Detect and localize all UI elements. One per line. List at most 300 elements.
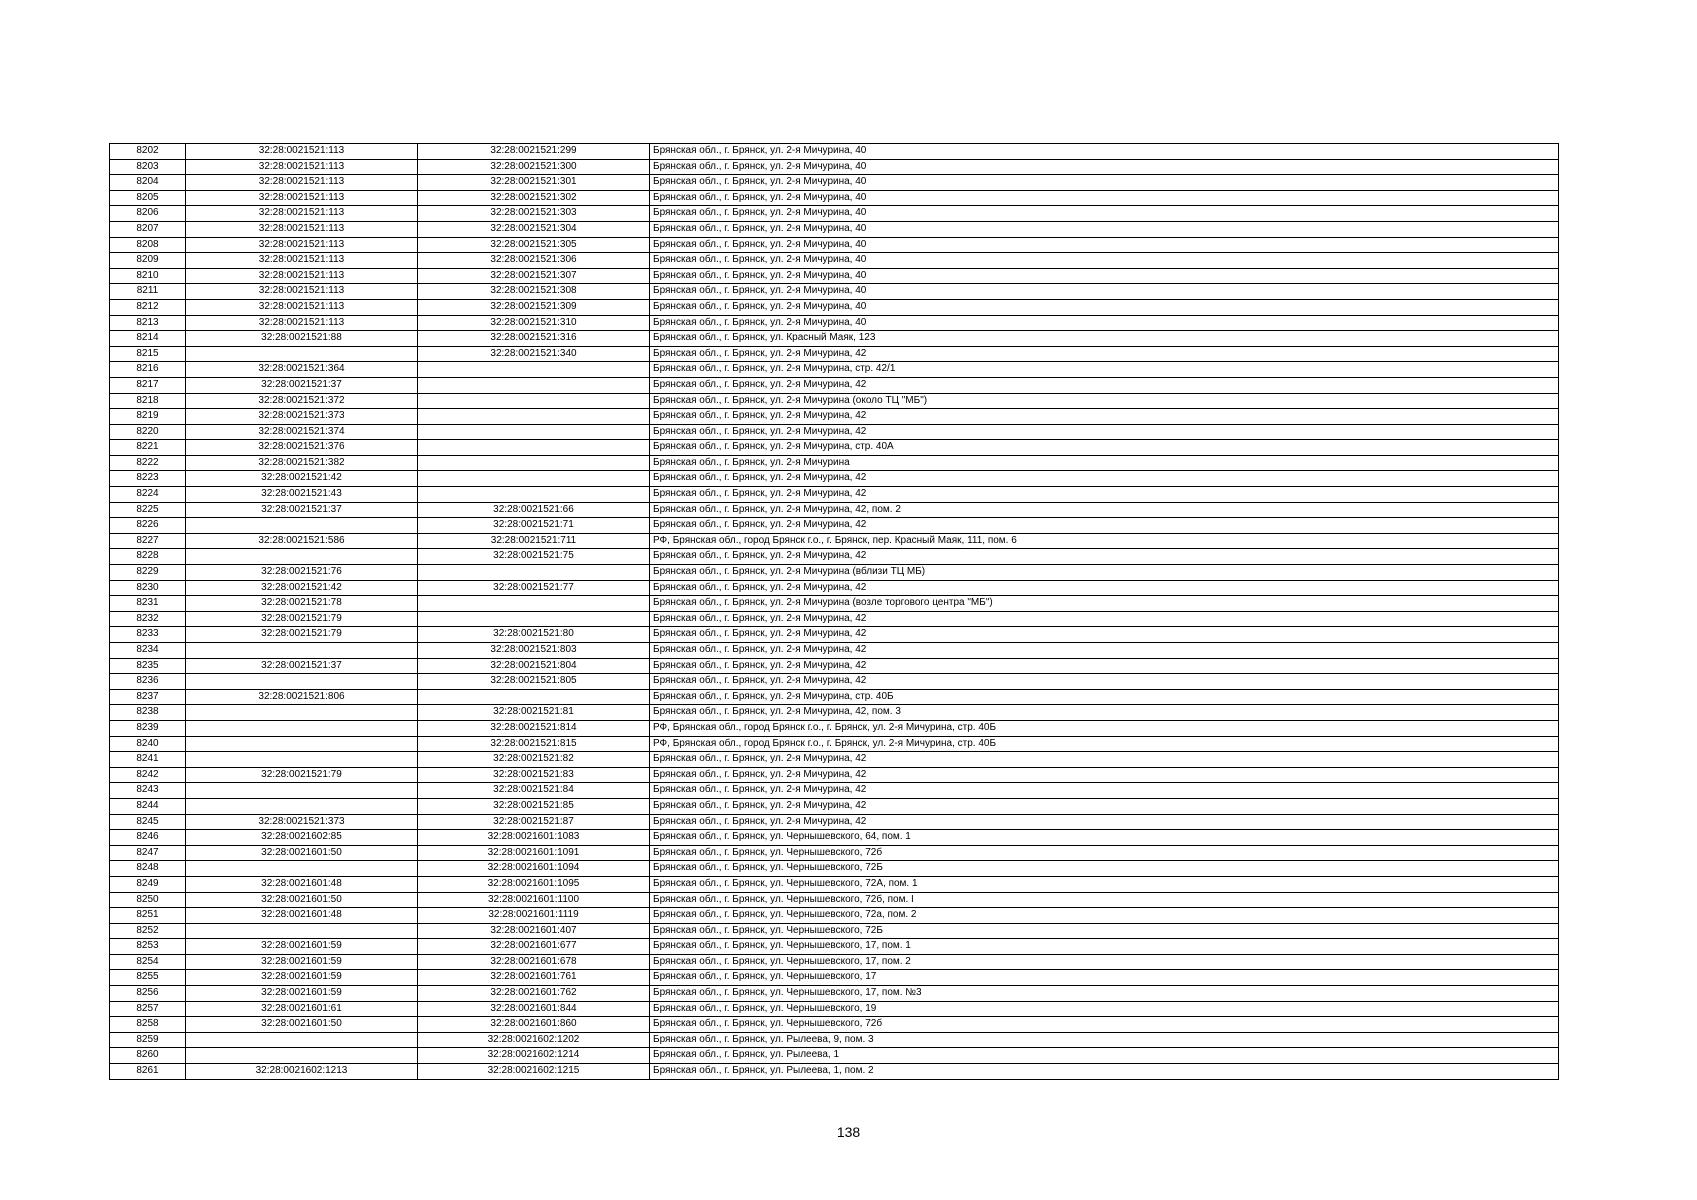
table-row [110, 455, 1559, 471]
object-number-cell [418, 362, 650, 378]
address-cell: Брянская обл., г. Брянск, ул. 2-я Мичурина, 42 [650, 658, 1559, 674]
row-number-cell: 8203 [110, 159, 186, 175]
parcel-number-cell: 32:28:0021601:48 [186, 876, 418, 892]
row-number-cell: 8251 [110, 908, 186, 924]
address-cell: Брянская обл., г. Брянск, ул. 2-я Мичурина, 42, пом. 3 [650, 705, 1559, 721]
row-number-cell: 8241 [110, 752, 186, 768]
address-cell: Брянская обл., г. Брянск, ул. 2-я Мичурина, 40 [650, 159, 1559, 175]
row-number-cell: 8236 [110, 674, 186, 690]
object-number-cell: 32:28:0021602:1202 [418, 1032, 650, 1048]
table-row [110, 253, 1559, 269]
row-number-cell: 8259 [110, 1032, 186, 1048]
parcel-number-cell: 32:28:0021521:88 [186, 331, 418, 347]
parcel-number-cell: 32:28:0021521:37 [186, 377, 418, 393]
table-row [110, 190, 1559, 206]
table-row [110, 861, 1559, 877]
table-row [110, 549, 1559, 565]
object-number-cell: 32:28:0021601:1095 [418, 876, 650, 892]
table-row [110, 346, 1559, 362]
row-number-cell: 8245 [110, 814, 186, 830]
address-cell: Брянская обл., г. Брянск, ул. Чернышевского, 17 [650, 970, 1559, 986]
address-cell: Брянская обл., г. Брянск, ул. 2-я Мичурина, 42 [650, 377, 1559, 393]
parcel-number-cell: 32:28:0021602:85 [186, 830, 418, 846]
table-row [110, 596, 1559, 612]
parcel-number-cell: 32:28:0021601:59 [186, 986, 418, 1002]
object-number-cell: 32:28:0021601:407 [418, 923, 650, 939]
object-number-cell: 32:28:0021521:305 [418, 237, 650, 253]
object-number-cell: 32:28:0021521:308 [418, 284, 650, 300]
table-row [110, 518, 1559, 534]
object-number-cell [418, 596, 650, 612]
row-number-cell: 8220 [110, 424, 186, 440]
row-number-cell: 8222 [110, 455, 186, 471]
parcel-number-cell: 32:28:0021521:76 [186, 565, 418, 581]
row-number-cell: 8211 [110, 284, 186, 300]
address-cell: Брянская обл., г. Брянск, ул. 2-я Мичурина, 40 [650, 144, 1559, 160]
address-cell: Брянская обл., г. Брянск, ул. 2-я Мичурина, стр. 42/1 [650, 362, 1559, 378]
address-cell: Брянская обл., г. Брянск, ул. 2-я Мичурина, 42 [650, 409, 1559, 425]
object-number-cell: 32:28:0021521:81 [418, 705, 650, 721]
row-number-cell: 8252 [110, 923, 186, 939]
address-cell: Брянская обл., г. Брянск, ул. Рылеева, 1 [650, 1048, 1559, 1064]
object-number-cell [418, 689, 650, 705]
table-row [110, 284, 1559, 300]
table-row [110, 299, 1559, 315]
row-number-cell: 8258 [110, 1017, 186, 1033]
parcel-number-cell: 32:28:0021601:59 [186, 970, 418, 986]
row-number-cell: 8257 [110, 1001, 186, 1017]
parcel-number-cell: 32:28:0021521:113 [186, 175, 418, 191]
object-number-cell: 32:28:0021521:309 [418, 299, 650, 315]
address-cell: Брянская обл., г. Брянск, ул. 2-я Мичурина, 42 [650, 471, 1559, 487]
row-number-cell: 8213 [110, 315, 186, 331]
object-number-cell: 32:28:0021601:678 [418, 954, 650, 970]
row-number-cell: 8217 [110, 377, 186, 393]
object-number-cell: 32:28:0021521:815 [418, 736, 650, 752]
object-number-cell: 32:28:0021601:1119 [418, 908, 650, 924]
parcel-number-cell: 32:28:0021521:806 [186, 689, 418, 705]
object-number-cell: 32:28:0021521:302 [418, 190, 650, 206]
object-number-cell [418, 487, 650, 503]
object-number-cell: 32:28:0021521:304 [418, 221, 650, 237]
parcel-number-cell: 32:28:0021521:113 [186, 299, 418, 315]
address-cell: Брянская обл., г. Брянск, ул. 2-я Мичурина, 42, пом. 2 [650, 502, 1559, 518]
object-number-cell: 32:28:0021521:83 [418, 767, 650, 783]
address-cell: Брянская обл., г. Брянск, ул. 2-я Мичурина, 42 [650, 424, 1559, 440]
parcel-number-cell [186, 1048, 418, 1064]
object-number-cell: 32:28:0021521:299 [418, 144, 650, 160]
parcel-number-cell: 32:28:0021521:42 [186, 471, 418, 487]
row-number-cell: 8210 [110, 268, 186, 284]
table-row [110, 830, 1559, 846]
row-number-cell: 8256 [110, 986, 186, 1002]
address-cell: Брянская обл., г. Брянск, ул. 2-я Мичурина, 42 [650, 611, 1559, 627]
object-number-cell: 32:28:0021521:301 [418, 175, 650, 191]
parcel-number-cell [186, 923, 418, 939]
object-number-cell: 32:28:0021521:75 [418, 549, 650, 565]
row-number-cell: 8202 [110, 144, 186, 160]
parcel-number-cell: 32:28:0021521:586 [186, 533, 418, 549]
parcel-number-cell: 32:28:0021521:79 [186, 611, 418, 627]
parcel-number-cell: 32:28:0021521:43 [186, 487, 418, 503]
parcel-number-cell: 32:28:0021601:59 [186, 939, 418, 955]
address-cell: Брянская обл., г. Брянск, ул. 2-я Мичурина, 40 [650, 175, 1559, 191]
table-row [110, 798, 1559, 814]
parcel-number-cell: 32:28:0021521:373 [186, 409, 418, 425]
object-number-cell: 32:28:0021521:82 [418, 752, 650, 768]
row-number-cell: 8219 [110, 409, 186, 425]
parcel-number-cell [186, 346, 418, 362]
table-row [110, 362, 1559, 378]
object-number-cell: 32:28:0021521:85 [418, 798, 650, 814]
row-number-cell: 8223 [110, 471, 186, 487]
table-row [110, 268, 1559, 284]
table-row [110, 627, 1559, 643]
row-number-cell: 8214 [110, 331, 186, 347]
address-cell: Брянская обл., г. Брянск, ул. 2-я Мичурина, 40 [650, 315, 1559, 331]
parcel-number-cell [186, 798, 418, 814]
parcel-number-cell: 32:28:0021601:48 [186, 908, 418, 924]
table-row [110, 643, 1559, 659]
page-number: 138 [836, 1124, 861, 1140]
object-number-cell: 32:28:0021602:1215 [418, 1064, 650, 1080]
address-cell: Брянская обл., г. Брянск, ул. 2-я Мичурина [650, 455, 1559, 471]
row-number-cell: 8212 [110, 299, 186, 315]
parcel-number-cell: 32:28:0021521:37 [186, 658, 418, 674]
object-number-cell: 32:28:0021521:711 [418, 533, 650, 549]
row-number-cell: 8253 [110, 939, 186, 955]
row-number-cell: 8230 [110, 580, 186, 596]
table-row [110, 1017, 1559, 1033]
parcel-number-cell: 32:28:0021601:50 [186, 1017, 418, 1033]
parcel-number-cell [186, 736, 418, 752]
parcel-number-cell: 32:28:0021601:61 [186, 1001, 418, 1017]
object-number-cell [418, 424, 650, 440]
address-cell: Брянская обл., г. Брянск, ул. 2-я Мичурина, 40 [650, 237, 1559, 253]
row-number-cell: 8209 [110, 253, 186, 269]
parcel-number-cell: 32:28:0021521:113 [186, 315, 418, 331]
address-cell: Брянская обл., г. Брянск, ул. 2-я Мичурина, 42 [650, 580, 1559, 596]
object-number-cell [418, 471, 650, 487]
object-number-cell: 32:28:0021521:84 [418, 783, 650, 799]
table-row [110, 1032, 1559, 1048]
table-row [110, 939, 1559, 955]
object-number-cell: 32:28:0021601:762 [418, 986, 650, 1002]
table-row [110, 705, 1559, 721]
row-number-cell: 8246 [110, 830, 186, 846]
row-number-cell: 8226 [110, 518, 186, 534]
object-number-cell: 32:28:0021601:844 [418, 1001, 650, 1017]
row-number-cell: 8260 [110, 1048, 186, 1064]
row-number-cell: 8244 [110, 798, 186, 814]
table-row [110, 845, 1559, 861]
row-number-cell: 8218 [110, 393, 186, 409]
object-number-cell: 32:28:0021521:71 [418, 518, 650, 534]
table-row [110, 393, 1559, 409]
address-cell: Брянская обл., г. Брянск, ул. Чернышевского, 72А, пом. 1 [650, 876, 1559, 892]
object-number-cell: 32:28:0021521:340 [418, 346, 650, 362]
table-row [110, 923, 1559, 939]
parcel-number-cell: 32:28:0021521:113 [186, 190, 418, 206]
parcel-number-cell: 32:28:0021521:113 [186, 144, 418, 160]
row-number-cell: 8254 [110, 954, 186, 970]
table-row [110, 767, 1559, 783]
address-cell: Брянская обл., г. Брянск, ул. 2-я Мичурина, стр. 40Б [650, 689, 1559, 705]
object-number-cell: 32:28:0021521:803 [418, 643, 650, 659]
parcel-number-cell: 32:28:0021521:364 [186, 362, 418, 378]
row-number-cell: 8228 [110, 549, 186, 565]
address-cell: Брянская обл., г. Брянск, ул. Чернышевского, 64, пом. 1 [650, 830, 1559, 846]
address-cell: Брянская обл., г. Брянск, ул. 2-я Мичурина, 42 [650, 674, 1559, 690]
parcel-number-cell: 32:28:0021521:374 [186, 424, 418, 440]
object-number-cell: 32:28:0021521:303 [418, 206, 650, 222]
row-number-cell: 8233 [110, 627, 186, 643]
parcel-number-cell: 32:28:0021521:113 [186, 253, 418, 269]
row-number-cell: 8208 [110, 237, 186, 253]
table-row [110, 736, 1559, 752]
table-row [110, 424, 1559, 440]
object-number-cell [418, 611, 650, 627]
object-number-cell: 32:28:0021521:80 [418, 627, 650, 643]
object-number-cell: 32:28:0021521:87 [418, 814, 650, 830]
object-number-cell: 32:28:0021521:306 [418, 253, 650, 269]
address-cell: Брянская обл., г. Брянск, ул. Чернышевского, 72б, пом. I [650, 892, 1559, 908]
address-cell: РФ, Брянская обл., город Брянск г.о., г. Брянск, пер. Красный Маяк, 111, пом. 6 [650, 533, 1559, 549]
address-cell: Брянская обл., г. Брянск, ул. Рылеева, 1, пом. 2 [650, 1064, 1559, 1080]
table-row [110, 658, 1559, 674]
parcel-number-cell: 32:28:0021521:113 [186, 284, 418, 300]
row-number-cell: 8249 [110, 876, 186, 892]
address-cell: Брянская обл., г. Брянск, ул. 2-я Мичурина (возле торгового центра "МБ") [650, 596, 1559, 612]
address-cell: Брянская обл., г. Брянск, ул. Чернышевского, 72б [650, 845, 1559, 861]
address-cell: Брянская обл., г. Брянск, ул. 2-я Мичурина, стр. 40А [650, 440, 1559, 456]
table-row [110, 720, 1559, 736]
table-row [110, 409, 1559, 425]
row-number-cell: 8238 [110, 705, 186, 721]
address-cell: Брянская обл., г. Брянск, ул. 2-я Мичурина, 42 [650, 814, 1559, 830]
row-number-cell: 8221 [110, 440, 186, 456]
object-number-cell: 32:28:0021521:814 [418, 720, 650, 736]
table-row [110, 144, 1559, 160]
object-number-cell: 32:28:0021521:805 [418, 674, 650, 690]
table-row [110, 331, 1559, 347]
table-row [110, 206, 1559, 222]
table-row [110, 611, 1559, 627]
parcel-number-cell: 32:28:0021521:382 [186, 455, 418, 471]
object-number-cell: 32:28:0021601:860 [418, 1017, 650, 1033]
parcel-number-cell: 32:28:0021521:372 [186, 393, 418, 409]
row-number-cell: 8232 [110, 611, 186, 627]
object-number-cell: 32:28:0021601:1094 [418, 861, 650, 877]
address-cell: Брянская обл., г. Брянск, ул. Рылеева, 9, пом. 3 [650, 1032, 1559, 1048]
address-cell: РФ, Брянская обл., город Брянск г.о., г. Брянск, ул. 2-я Мичурина, стр. 40Б [650, 736, 1559, 752]
parcel-number-cell: 32:28:0021521:113 [186, 206, 418, 222]
parcel-number-cell: 32:28:0021521:113 [186, 268, 418, 284]
address-cell: Брянская обл., г. Брянск, ул. 2-я Мичурина, 40 [650, 190, 1559, 206]
table-row [110, 175, 1559, 191]
table-row [110, 892, 1559, 908]
object-number-cell [418, 409, 650, 425]
parcel-number-cell: 32:28:0021601:59 [186, 954, 418, 970]
parcel-number-cell [186, 643, 418, 659]
row-number-cell: 8247 [110, 845, 186, 861]
address-cell: РФ, Брянская обл., город Брянск г.о., г. Брянск, ул. 2-я Мичурина, стр. 40Б [650, 720, 1559, 736]
object-number-cell: 32:28:0021521:77 [418, 580, 650, 596]
registry-table-body [110, 144, 1559, 1080]
parcel-number-cell: 32:28:0021521:376 [186, 440, 418, 456]
address-cell: Брянская обл., г. Брянск, ул. Чернышевского, 72Б [650, 861, 1559, 877]
table-row [110, 565, 1559, 581]
table-row [110, 533, 1559, 549]
table-row [110, 377, 1559, 393]
row-number-cell: 8215 [110, 346, 186, 362]
table-row [110, 159, 1559, 175]
table-row [110, 986, 1559, 1002]
row-number-cell: 8225 [110, 502, 186, 518]
table-row [110, 1064, 1559, 1080]
parcel-number-cell: 32:28:0021521:113 [186, 159, 418, 175]
address-cell: Брянская обл., г. Брянск, ул. 2-я Мичурина, 40 [650, 299, 1559, 315]
table-row [110, 954, 1559, 970]
registry-table [109, 143, 1559, 1080]
parcel-number-cell [186, 720, 418, 736]
address-cell: Брянская обл., г. Брянск, ул. 2-я Мичурина, 42 [650, 518, 1559, 534]
address-cell: Брянская обл., г. Брянск, ул. 2-я Мичурина, 40 [650, 268, 1559, 284]
row-number-cell: 8231 [110, 596, 186, 612]
parcel-number-cell [186, 674, 418, 690]
row-number-cell: 8237 [110, 689, 186, 705]
row-number-cell: 8243 [110, 783, 186, 799]
parcel-number-cell: 32:28:0021602:1213 [186, 1064, 418, 1080]
table-row [110, 471, 1559, 487]
table-row [110, 1048, 1559, 1064]
address-cell: Брянская обл., г. Брянск, ул. Чернышевского, 72б [650, 1017, 1559, 1033]
parcel-number-cell [186, 783, 418, 799]
table-row [110, 908, 1559, 924]
address-cell: Брянская обл., г. Брянск, ул. 2-я Мичурина, 42 [650, 346, 1559, 362]
row-number-cell: 8224 [110, 487, 186, 503]
address-cell: Брянская обл., г. Брянск, ул. 2-я Мичурина, 42 [650, 487, 1559, 503]
address-cell: Брянская обл., г. Брянск, ул. 2-я Мичурина, 40 [650, 221, 1559, 237]
parcel-number-cell [186, 705, 418, 721]
address-cell: Брянская обл., г. Брянск, ул. Чернышевского, 19 [650, 1001, 1559, 1017]
row-number-cell: 8250 [110, 892, 186, 908]
row-number-cell: 8242 [110, 767, 186, 783]
object-number-cell: 32:28:0021521:804 [418, 658, 650, 674]
address-cell: Брянская обл., г. Брянск, ул. Красный Маяк, 123 [650, 331, 1559, 347]
object-number-cell: 32:28:0021521:66 [418, 502, 650, 518]
row-number-cell: 8216 [110, 362, 186, 378]
table-row [110, 502, 1559, 518]
object-number-cell [418, 440, 650, 456]
row-number-cell: 8207 [110, 221, 186, 237]
object-number-cell [418, 565, 650, 581]
address-cell: Брянская обл., г. Брянск, ул. 2-я Мичурина, 42 [650, 752, 1559, 768]
address-cell: Брянская обл., г. Брянск, ул. 2-я Мичурина (около ТЦ "МБ") [650, 393, 1559, 409]
address-cell: Брянская обл., г. Брянск, ул. 2-я Мичурина (вблизи ТЦ МБ) [650, 565, 1559, 581]
parcel-number-cell: 32:28:0021521:113 [186, 237, 418, 253]
address-cell: Брянская обл., г. Брянск, ул. Чернышевского, 72Б [650, 923, 1559, 939]
row-number-cell: 8255 [110, 970, 186, 986]
parcel-number-cell: 32:28:0021521:79 [186, 627, 418, 643]
object-number-cell [418, 377, 650, 393]
table-row [110, 674, 1559, 690]
table-row [110, 1001, 1559, 1017]
table-row [110, 580, 1559, 596]
table-row [110, 440, 1559, 456]
parcel-number-cell: 32:28:0021521:79 [186, 767, 418, 783]
object-number-cell: 32:28:0021601:1083 [418, 830, 650, 846]
object-number-cell: 32:28:0021602:1214 [418, 1048, 650, 1064]
address-cell: Брянская обл., г. Брянск, ул. 2-я Мичурина, 40 [650, 206, 1559, 222]
object-number-cell: 32:28:0021521:316 [418, 331, 650, 347]
table-row [110, 876, 1559, 892]
parcel-number-cell: 32:28:0021601:50 [186, 892, 418, 908]
address-cell: Брянская обл., г. Брянск, ул. 2-я Мичурина, 42 [650, 643, 1559, 659]
row-number-cell: 8227 [110, 533, 186, 549]
table-row [110, 814, 1559, 830]
parcel-number-cell: 32:28:0021521:42 [186, 580, 418, 596]
parcel-number-cell: 32:28:0021521:373 [186, 814, 418, 830]
object-number-cell: 32:28:0021601:677 [418, 939, 650, 955]
object-number-cell [418, 393, 650, 409]
row-number-cell: 8239 [110, 720, 186, 736]
row-number-cell: 8206 [110, 206, 186, 222]
parcel-number-cell [186, 549, 418, 565]
row-number-cell: 8261 [110, 1064, 186, 1080]
row-number-cell: 8235 [110, 658, 186, 674]
object-number-cell: 32:28:0021521:307 [418, 268, 650, 284]
parcel-number-cell: 32:28:0021601:50 [186, 845, 418, 861]
row-number-cell: 8205 [110, 190, 186, 206]
address-cell: Брянская обл., г. Брянск, ул. Чернышевского, 17, пом. 1 [650, 939, 1559, 955]
table-row [110, 970, 1559, 986]
table-row [110, 783, 1559, 799]
address-cell: Брянская обл., г. Брянск, ул. Чернышевского, 17, пом. 2 [650, 954, 1559, 970]
address-cell: Брянская обл., г. Брянск, ул. 2-я Мичурина, 40 [650, 284, 1559, 300]
row-number-cell: 8240 [110, 736, 186, 752]
address-cell: Брянская обл., г. Брянск, ул. 2-я Мичурина, 42 [650, 767, 1559, 783]
address-cell: Брянская обл., г. Брянск, ул. Чернышевского, 17, пом. №3 [650, 986, 1559, 1002]
address-cell: Брянская обл., г. Брянск, ул. 2-я Мичурина, 42 [650, 783, 1559, 799]
object-number-cell: 32:28:0021521:300 [418, 159, 650, 175]
parcel-number-cell [186, 1032, 418, 1048]
table-row [110, 487, 1559, 503]
table-row [110, 315, 1559, 331]
object-number-cell: 32:28:0021601:1100 [418, 892, 650, 908]
address-cell: Брянская обл., г. Брянск, ул. 2-я Мичурина, 42 [650, 627, 1559, 643]
table-row [110, 221, 1559, 237]
parcel-number-cell [186, 518, 418, 534]
row-number-cell: 8234 [110, 643, 186, 659]
parcel-number-cell [186, 752, 418, 768]
object-number-cell: 32:28:0021601:761 [418, 970, 650, 986]
table-row [110, 237, 1559, 253]
row-number-cell: 8248 [110, 861, 186, 877]
row-number-cell: 8204 [110, 175, 186, 191]
table-row [110, 752, 1559, 768]
parcel-number-cell [186, 861, 418, 877]
row-number-cell: 8229 [110, 565, 186, 581]
object-number-cell [418, 455, 650, 471]
address-cell: Брянская обл., г. Брянск, ул. 2-я Мичурина, 42 [650, 549, 1559, 565]
object-number-cell: 32:28:0021521:310 [418, 315, 650, 331]
address-cell: Брянская обл., г. Брянск, ул. 2-я Мичурина, 42 [650, 798, 1559, 814]
table-row [110, 689, 1559, 705]
parcel-number-cell: 32:28:0021521:37 [186, 502, 418, 518]
parcel-number-cell: 32:28:0021521:113 [186, 221, 418, 237]
address-cell: Брянская обл., г. Брянск, ул. 2-я Мичурина, 40 [650, 253, 1559, 269]
